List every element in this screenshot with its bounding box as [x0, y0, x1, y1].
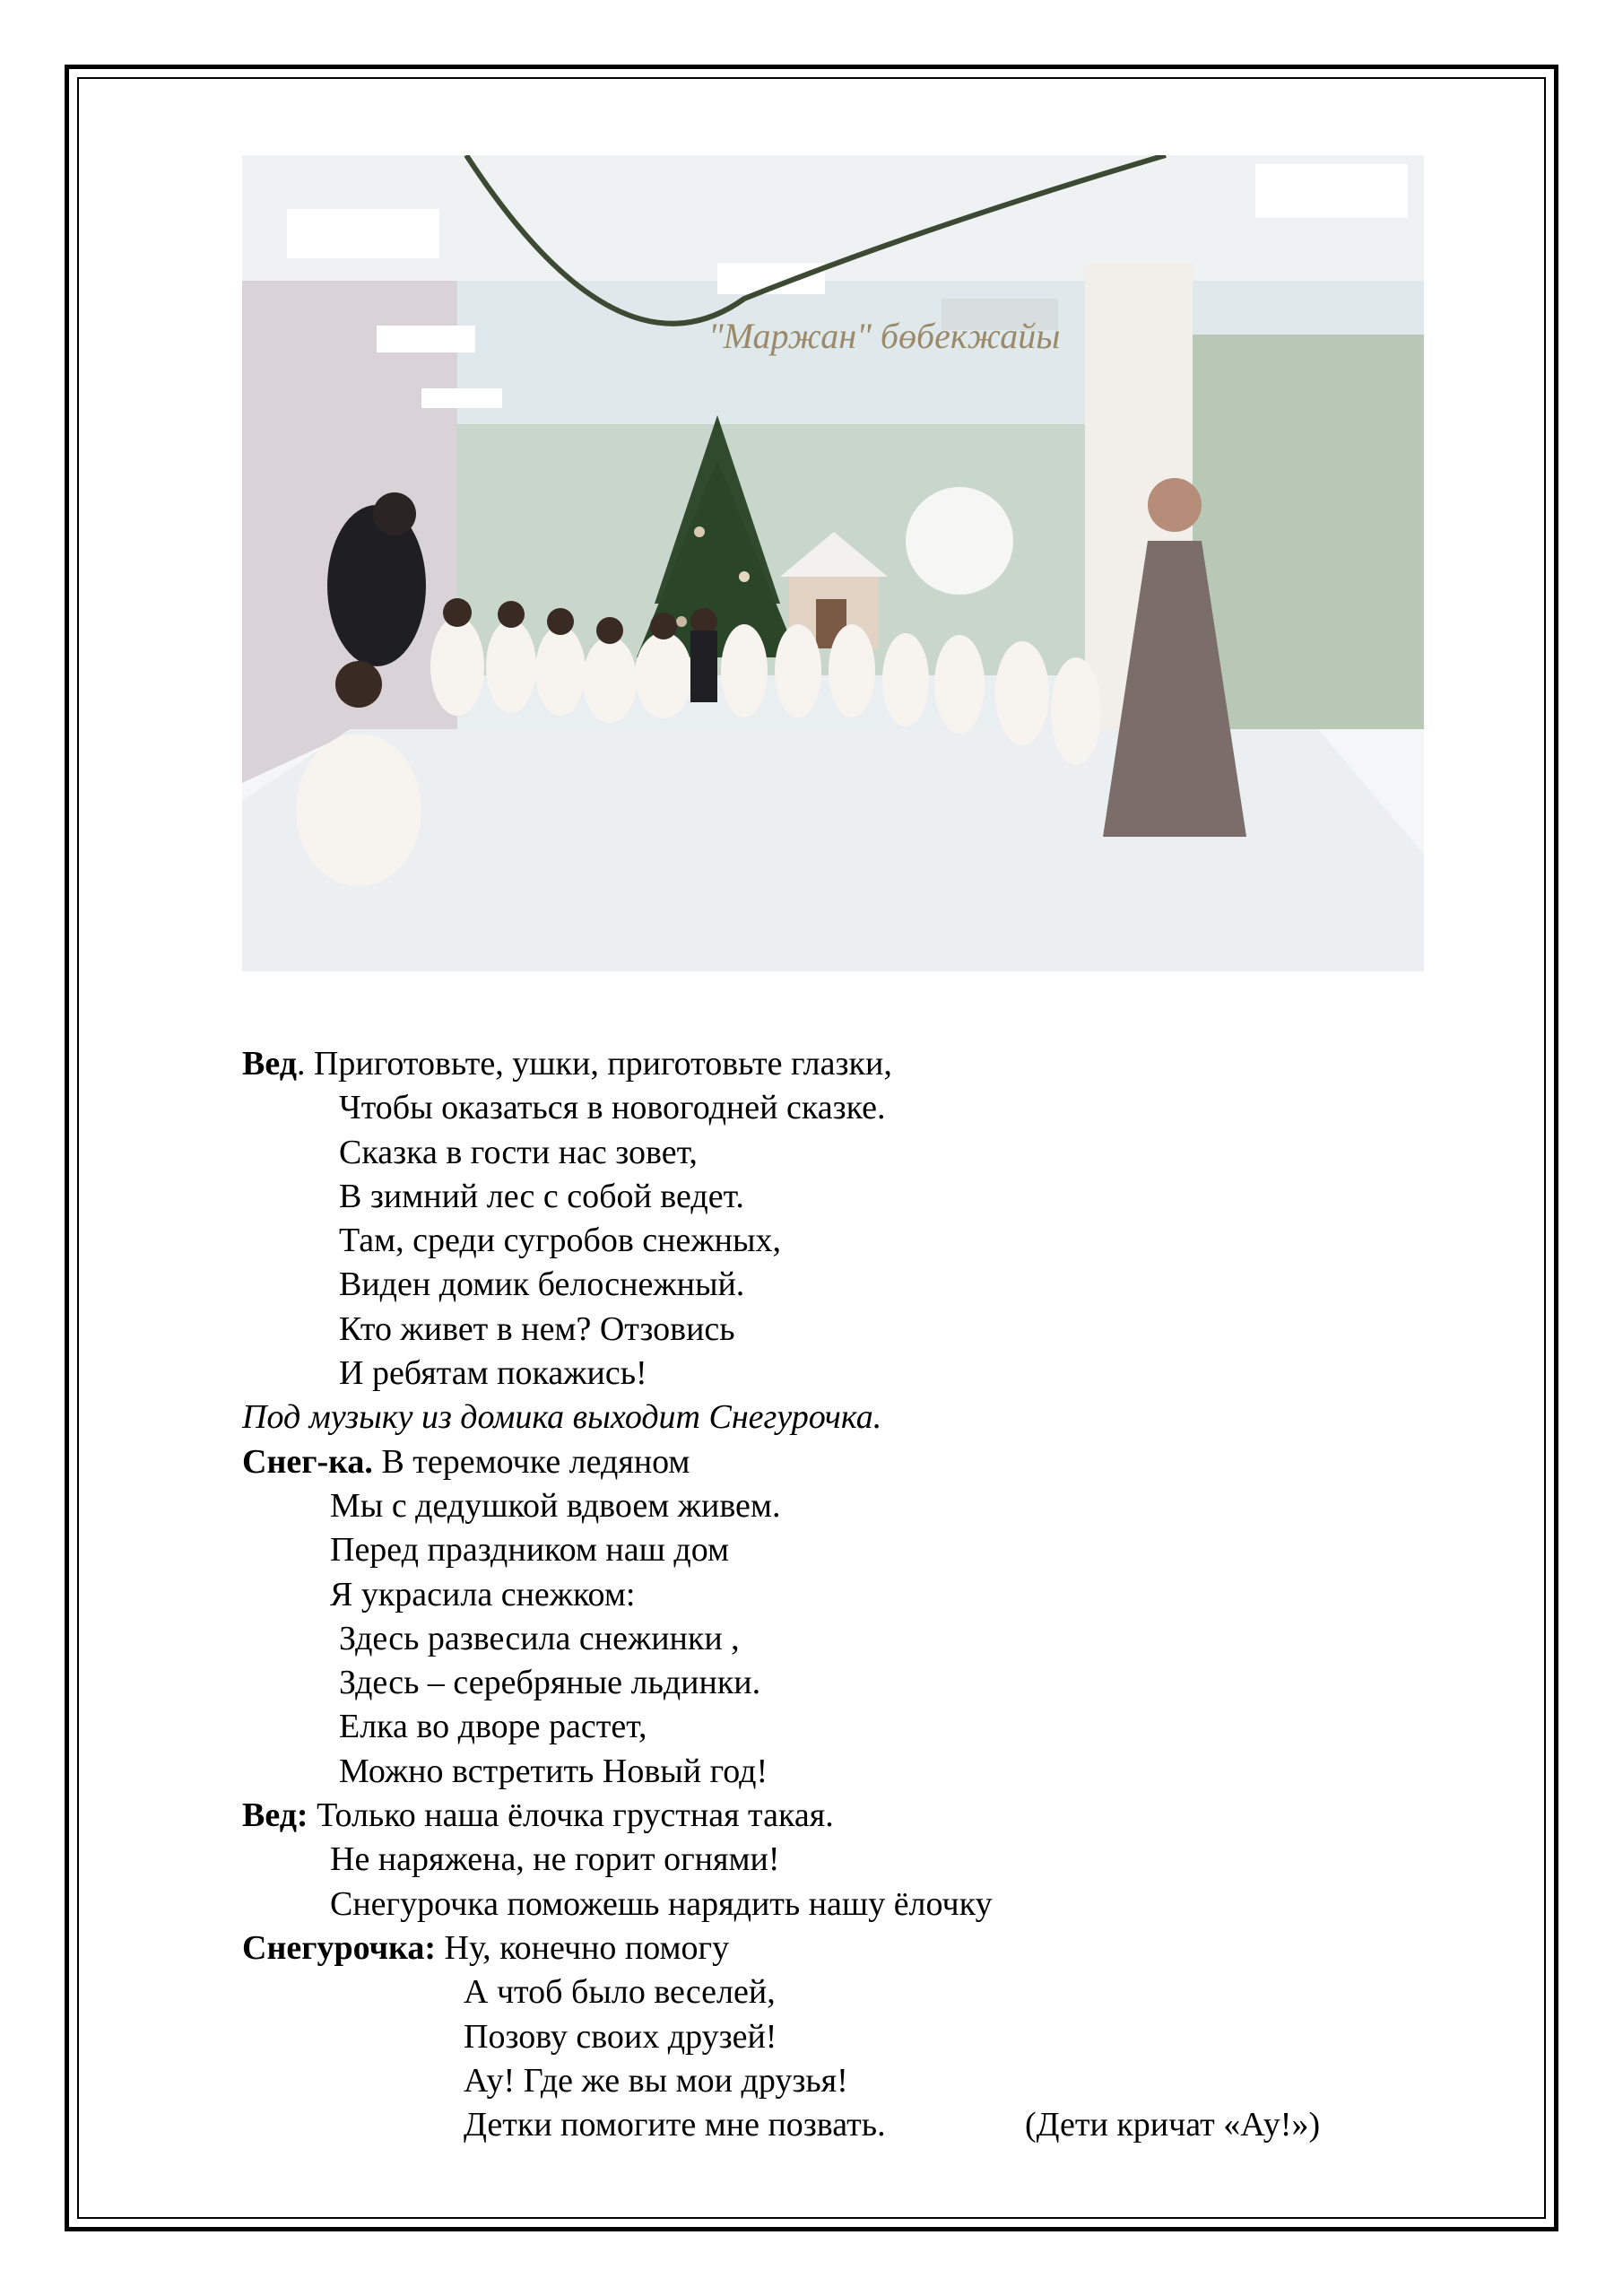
script-line: А чтоб было веселей,: [464, 1973, 776, 2012]
stage-note: (Дети кричат «Ау!»): [1025, 2106, 1321, 2144]
script-line: Чтобы оказаться в новогодней сказке.: [339, 1089, 886, 1127]
dialogue-text: Только наша ёлочка грустная такая.: [308, 1796, 834, 1835]
script-line: В зимний лес с собой ведет.: [339, 1177, 744, 1215]
script-line: [242, 1926, 1435, 1970]
script-line: Не наряжена, не горит огнями!: [330, 1840, 780, 1879]
script-line: И ребятам покажись!: [339, 1354, 647, 1393]
speaker-label: Вед:: [242, 1796, 308, 1835]
script-line: Здесь – серебряные льдинки.: [339, 1664, 761, 1702]
script-line: [242, 1042, 1435, 1086]
dialogue-text: Приготовьте, ушки, приготовьте глазки,: [305, 1045, 892, 1083]
script-line: Кто живет в нем? Отзовись: [339, 1309, 735, 1348]
script-line: Перед праздником наш дом: [330, 1531, 730, 1570]
script-line: Здесь развесила снежинки ,: [339, 1619, 740, 1657]
speaker-label: Вед: [242, 1045, 297, 1083]
script-line: Мы с дедушкой вдвоем живем.: [330, 1486, 781, 1525]
dialogue-text: В теремочке ледяном: [372, 1442, 690, 1481]
script-line: Елка во дворе растет,: [339, 1708, 647, 1746]
script-text: [242, 1042, 1435, 2147]
speaker-label: Снегурочка:: [242, 1928, 437, 1967]
script-line: [242, 2103, 1435, 2147]
banner-text: "Маржан" бөбекжайы: [708, 316, 1061, 356]
script-line: Сказка в гости нас зовет,: [339, 1133, 698, 1171]
dialogue-text: Детки помогите мне позвать.: [464, 2106, 886, 2144]
script-line: Позову своих друзей!: [464, 2017, 777, 2056]
event-photo: [242, 155, 1424, 971]
script-line: Снегурочка поможешь нарядить нашу ёлочку: [330, 1884, 993, 1923]
script-line: Там, среди сугробов снежных,: [339, 1222, 781, 1260]
dialogue-text: Ну, конечно помогу: [436, 1928, 730, 1967]
script-line: [242, 1440, 1435, 1484]
script-line: Ау! Где же вы мои друзья!: [464, 2061, 848, 2100]
script-line: Можно встретить Новый год!: [339, 1752, 768, 1790]
stage-direction: Под музыку из домика выходит Снегурочка.: [242, 1398, 882, 1437]
script-line: [242, 1794, 1435, 1838]
event-photo-illustration: [242, 155, 1424, 971]
speaker-label: Снег-ка.: [242, 1442, 373, 1481]
script-line: Я украсила снежком:: [330, 1575, 636, 1613]
script-line: Виден домик белоснежный.: [339, 1265, 745, 1304]
speaker-punct: .: [296, 1045, 306, 1083]
